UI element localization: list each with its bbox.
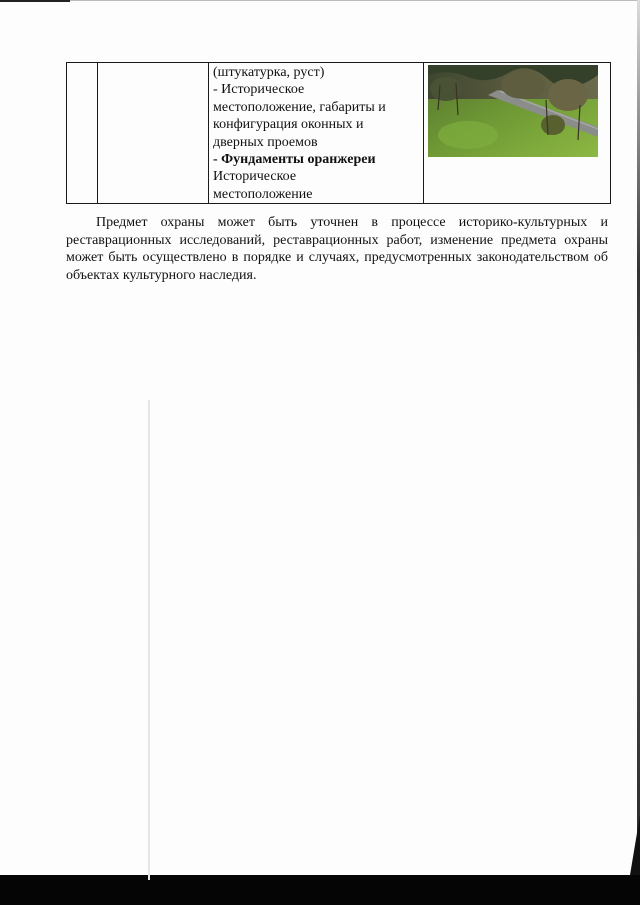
scan-artifact-top-edge — [70, 0, 640, 1]
description-line: - Историческое — [213, 82, 305, 98]
table-cell-name — [98, 63, 209, 204]
table-cell-photo — [424, 63, 611, 204]
description-line: дверных проемов — [213, 134, 318, 150]
protection-subject-table — [66, 62, 611, 204]
scan-artifact-top-line — [0, 0, 70, 2]
table-row — [67, 63, 611, 204]
scan-artifact-streak — [148, 400, 150, 880]
description-line: конфигурация оконных и — [213, 117, 364, 133]
protection-subject-note: Предмет охраны может быть уточнен в процессе историко-культурных и реставрационных исследований, реставрационных работ, изменение предмета охраны может быть осуществлено в порядке и случаях, предусмотренных законодательством об объектах культурного наследия. — [66, 215, 608, 283]
description-line: местоположение — [213, 186, 313, 202]
table-cell-number — [67, 63, 98, 204]
table-cell-description — [209, 63, 424, 204]
description-line: местоположение, габариты и — [213, 99, 386, 115]
description-line: (штукатурка, руст) — [213, 65, 325, 80]
description-line-bold: - Фундаменты оранжереи — [213, 152, 376, 168]
description-line: Историческое — [213, 169, 297, 185]
site-photo — [428, 65, 598, 157]
site-photo-image — [428, 65, 598, 157]
scan-artifact-bottom-bar — [0, 875, 640, 905]
scan-artifact-corner — [630, 815, 640, 875]
